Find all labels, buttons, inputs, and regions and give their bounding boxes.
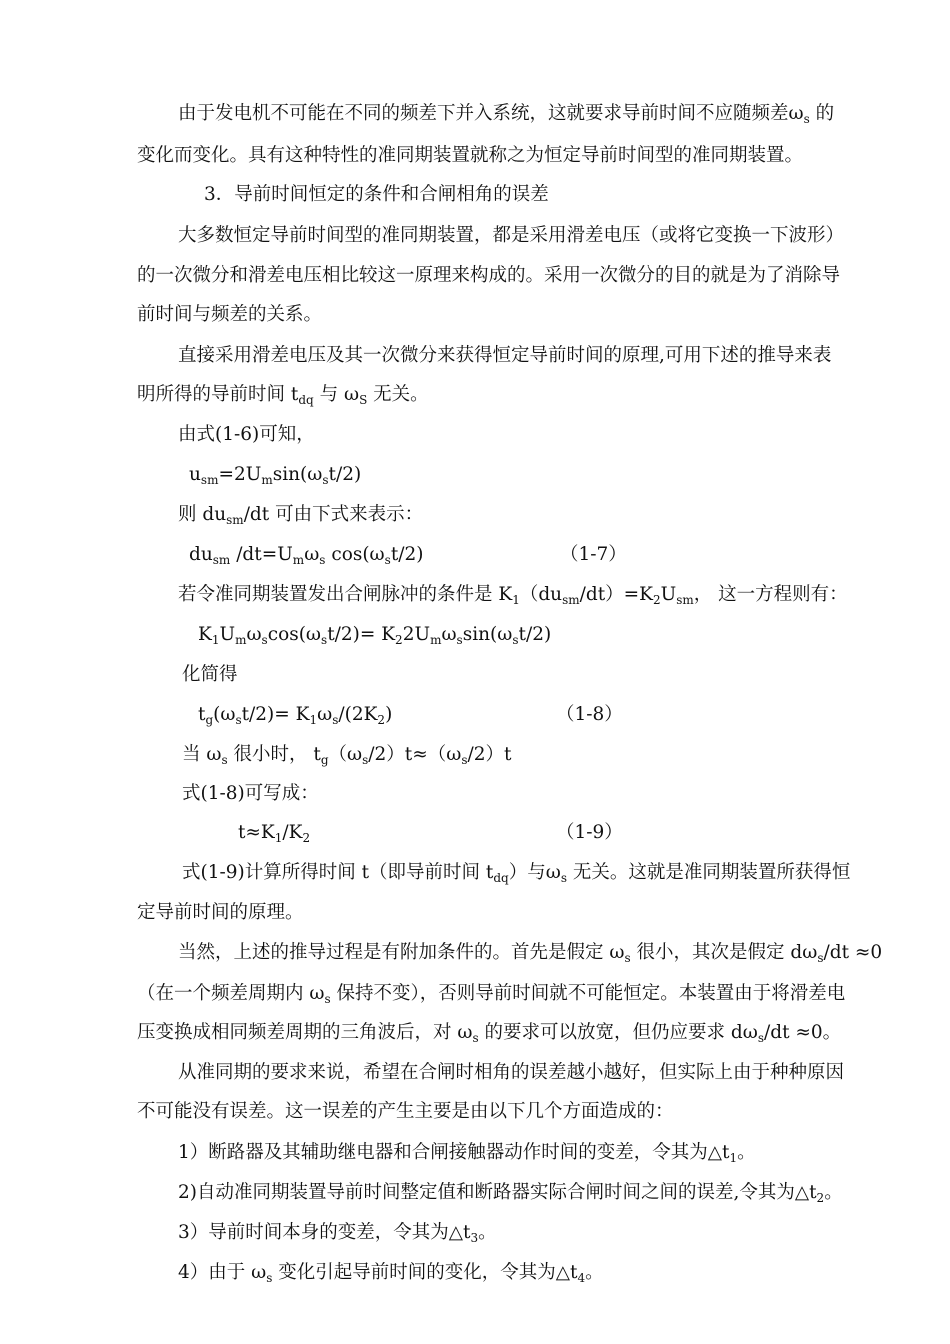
text-run: /dt）=K — [579, 584, 653, 605]
text-run: 当 ω — [182, 744, 222, 765]
subscript: s — [261, 633, 268, 647]
subscript: sm — [562, 593, 580, 607]
text-line — [178, 502, 423, 528]
text-line — [137, 900, 304, 926]
text-line — [238, 820, 310, 846]
text-run: 无关。这就是准同期装置所获得恒 — [567, 862, 851, 883]
text-run: t/2) — [518, 624, 552, 645]
subscript: s — [456, 633, 463, 647]
text-run: 不可能没有误差。这一误差的产生主要是由以下几个方面造成的： — [137, 1101, 674, 1122]
text-run: 前时间与频差的关系。 — [137, 304, 323, 325]
text-line — [204, 182, 549, 208]
subscript: s — [319, 553, 326, 567]
text-line — [182, 781, 319, 807]
text-line — [137, 981, 845, 1007]
text-line — [178, 422, 315, 448]
text-run: du — [189, 544, 213, 565]
text-line — [182, 860, 850, 886]
text-run: 2)自动准同期装置导前时间整定值和断路器实际合闸时间之间的误差,令其为△t — [178, 1182, 817, 1203]
text-run: ω — [246, 624, 262, 645]
subscript: 2 — [653, 593, 661, 607]
text-run: t/2)= K — [241, 704, 310, 725]
subscript: dq — [493, 871, 509, 885]
text-line — [178, 1260, 604, 1286]
text-run: /dt=U — [230, 544, 293, 565]
text-run: 由于发电机不可能在不同的频差下并入系统，这就要求导前时间不应随频差ω — [178, 103, 804, 124]
text-run: 。 — [478, 1222, 497, 1243]
text-line — [178, 223, 844, 249]
text-run: 的一次微分和滑差电压相比较这一原理来构成的。采用一次微分的目的就是为了消除导 — [137, 265, 841, 286]
text-run: 当然，上述的推导过程是有附加条件的。首先是假定 ω — [178, 942, 625, 963]
text-run: t/2)= K — [327, 624, 396, 645]
subscript: dq — [298, 393, 314, 407]
text-run: ）与ω — [508, 862, 561, 883]
subscript: s — [235, 713, 242, 727]
text-run: （在一个频差周期内 ω — [137, 983, 325, 1004]
subscript: s — [560, 871, 567, 885]
subscript: 1 — [729, 1151, 738, 1165]
equation-number: （1-9） — [556, 822, 623, 843]
text-line — [178, 101, 834, 127]
subscript: 2 — [377, 713, 386, 727]
text-run: /2）t — [467, 744, 512, 765]
text-run: 从准同期的要求来说，希望在合闸时相角的误差越小越好，但实际上由于种种原因 — [178, 1062, 845, 1083]
text-run: 明所得的导前时间 t — [137, 384, 299, 405]
text-run: 。 — [737, 1142, 756, 1163]
text-run: /(2K — [338, 704, 378, 725]
subscript: s — [817, 951, 824, 965]
subscript: s — [803, 112, 810, 126]
subscript: m — [430, 633, 442, 647]
text-run: 定导前时间的原理。 — [137, 902, 304, 923]
text-run: u — [189, 464, 201, 485]
text-run: (ω — [213, 704, 236, 725]
text-run: （ω — [328, 744, 363, 765]
text-run: /2）t≈（ω — [368, 744, 462, 765]
text-run: 变化而变化。具有这种特性的准同期装置就称之为恒定导前时间型的准同期装置。 — [137, 145, 804, 166]
text-run: ω — [304, 544, 320, 565]
text-line — [178, 582, 848, 608]
subscript: 3 — [470, 1231, 479, 1245]
text-run: U — [219, 624, 236, 645]
subscript: m — [292, 553, 305, 567]
text-line — [198, 702, 392, 728]
text-run: cos(ω — [325, 544, 385, 565]
text-run: 则 du — [178, 504, 227, 525]
text-run: /dt ≈0 — [823, 942, 883, 963]
text-line — [137, 1099, 674, 1125]
text-run: （du — [519, 584, 563, 605]
text-run: 。 — [824, 1182, 843, 1203]
subscript: sm — [200, 473, 219, 487]
text-line — [137, 1020, 841, 1046]
subscript: s — [472, 1031, 479, 1045]
text-run: 3）导前时间本身的变差，令其为△t — [178, 1222, 471, 1243]
text-run: K — [198, 624, 212, 645]
subscript: s — [384, 553, 391, 567]
subscript: s — [624, 951, 631, 965]
text-run: ， 这一方程则有： — [693, 584, 848, 605]
text-run: t — [198, 704, 206, 725]
text-run: /dt 可由下式来表示： — [243, 504, 424, 525]
subscript: s — [221, 753, 228, 767]
subscript: s — [324, 992, 331, 1006]
subscript: 2 — [302, 831, 311, 845]
subscript: sm — [676, 593, 694, 607]
subscript: 1 — [274, 831, 283, 845]
subscript: sm — [212, 553, 231, 567]
text-line — [137, 302, 322, 328]
text-line — [178, 1220, 497, 1246]
subscript: 4 — [577, 1271, 586, 1285]
text-run: /dt ≈0。 — [764, 1022, 842, 1043]
text-line — [137, 143, 803, 169]
text-run: 很小时， t — [227, 744, 321, 765]
text-run: 4）由于 ω — [178, 1262, 267, 1283]
text-run: sin(ω — [462, 624, 513, 645]
text-run: 2U — [402, 624, 431, 645]
text-run: 的要求可以放宽，但仍应要求 dω — [478, 1022, 758, 1043]
equation-number: （1-7） — [560, 544, 627, 565]
text-run: 的 — [809, 103, 835, 124]
text-run: 化简得 — [182, 664, 238, 685]
text-run: t/2) — [390, 544, 424, 565]
text-line — [182, 662, 238, 688]
text-line — [182, 742, 511, 768]
text-line — [189, 462, 361, 488]
subscript: s — [322, 473, 329, 487]
text-line — [178, 1060, 844, 1086]
text-run: t≈K — [238, 822, 275, 843]
subscript: 2 — [816, 1191, 825, 1205]
subscript: 1 — [211, 633, 220, 647]
text-run: ω — [441, 624, 457, 645]
subscript: g — [205, 713, 214, 727]
text-run: 1）断路器及其辅助继电器和合闸接触器动作时间的变差，令其为△t — [178, 1142, 730, 1163]
text-run: 压变换成相同频差周期的三角波后，对 ω — [137, 1022, 473, 1043]
subscript: m — [261, 473, 273, 487]
text-line — [198, 622, 551, 648]
subscript: 2 — [395, 633, 403, 647]
subscript: sm — [226, 513, 244, 527]
text-line — [178, 343, 831, 369]
text-run: 式(1-8)可写成： — [182, 783, 319, 804]
text-line — [178, 940, 882, 966]
text-run: 变化引起导前时间的变化，令其为△t — [272, 1262, 578, 1283]
text-run: t/2) — [328, 464, 362, 485]
subscript: s — [757, 1031, 765, 1045]
text-run: ω — [317, 704, 333, 725]
text-run: =2U — [218, 464, 262, 485]
subscript: s — [321, 633, 328, 647]
subscript: s — [461, 753, 468, 767]
text-run: U — [660, 584, 677, 605]
subscript: s — [362, 753, 369, 767]
text-run: 若令准同期装置发出合闸脉冲的条件是 K — [178, 584, 513, 605]
text-run: cos(ω — [267, 624, 322, 645]
subscript: s — [266, 1271, 273, 1285]
subscript: g — [320, 753, 329, 767]
subscript: s — [332, 713, 339, 727]
text-line — [137, 382, 429, 408]
subscript: s — [512, 633, 519, 647]
subscript: m — [235, 633, 247, 647]
text-run: 式(1-9)计算所得时间 t（即导前时间 t — [182, 862, 494, 883]
text-run: 由式(1-6)可知， — [178, 424, 315, 445]
text-line — [178, 1180, 843, 1206]
text-run: sin(ω — [272, 464, 323, 485]
text-run: 3．导前时间恒定的条件和合闸相角的误差 — [204, 184, 549, 205]
text-run: ) — [385, 704, 393, 725]
text-run: 很小，其次是假定 dω — [630, 942, 818, 963]
text-run: 直接采用滑差电压及其一次微分来获得恒定导前时间的原理,可用下述的推导来表 — [178, 345, 832, 366]
equation-number: （1-8） — [556, 704, 623, 725]
text-line — [137, 263, 840, 289]
text-line — [178, 1140, 756, 1166]
subscript: S — [359, 393, 368, 407]
text-run: 保持不变），否则导前时间就不可能恒定。本装置由于将滑差电 — [330, 983, 846, 1004]
subscript: 1 — [512, 593, 520, 607]
subscript: 1 — [309, 713, 318, 727]
text-line — [189, 542, 423, 568]
text-run: 。 — [585, 1262, 604, 1283]
text-run: 与 ω — [313, 384, 360, 405]
text-run: 大多数恒定导前时间型的准同期装置，都是采用滑差电压（或将它变换一下波形） — [178, 225, 845, 246]
text-run: /K — [282, 822, 303, 843]
text-run: 无关。 — [367, 384, 429, 405]
